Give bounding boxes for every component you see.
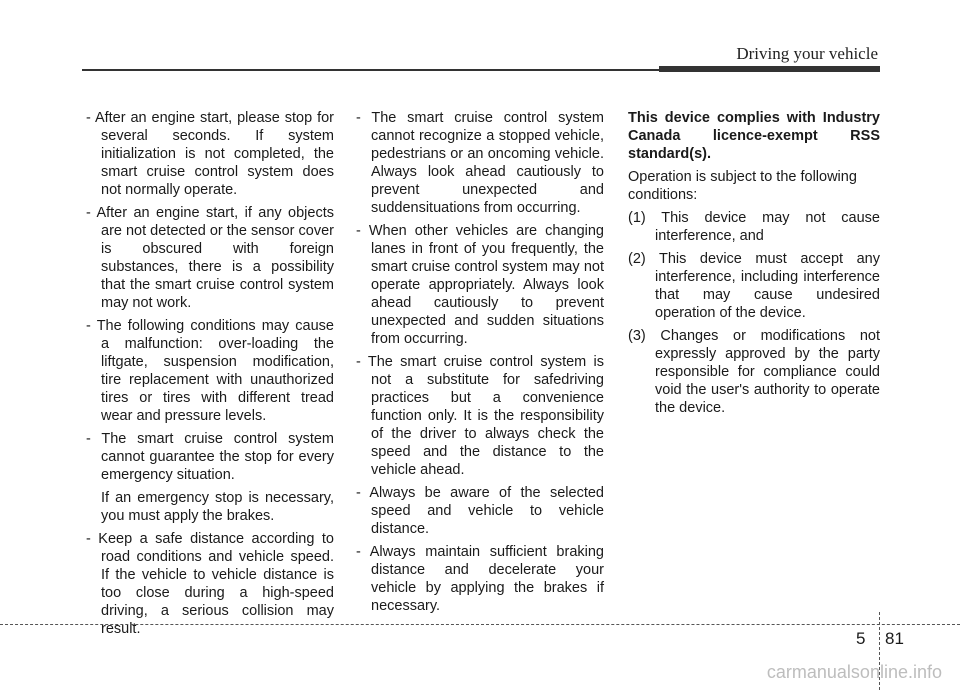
column-3 [628, 109, 880, 422]
condition-item: (2) This device must accept any interference, including interference that may cause undesired operation of the device. [628, 251, 880, 321]
bullet-item: - The smart cruise control system is not a substitute for safedriving practices but a convenience function only. It is the responsibility of the driver to always check the speed and the distance to the vehicle ahead. [356, 354, 604, 478]
condition-item: (1) This device may not cause interference, and [628, 210, 880, 244]
bullet-item: - Always be aware of the selected speed and vehicle to vehicle distance. [356, 485, 604, 537]
page-header-title: Driving your vehicle [736, 44, 878, 63]
compliance-statement: This device complies with Industry Canada licence-exempt RSS standard(s). [628, 110, 880, 162]
bullet-item: - The following conditions may cause a malfunction: over-loading the liftgate, suspension modification, tire replacement with unauthorized tires or tires with different tread wear and pressure levels. [86, 318, 334, 424]
footer-rule [0, 624, 960, 625]
bullet-item: - Keep a safe distance according to road conditions and vehicle speed. If the vehicle to vehicle distance is too close during a high-speed driving, a serious collision may result. [86, 531, 334, 637]
bullet-item: - The smart cruise control system cannot recognize a stopped vehicle, pedestrians or an oncoming vehicle. Always look ahead cautiously to prevent unexpected and suddensituations from occurring. [356, 110, 604, 216]
conditions-intro: Operation is subject to the following conditions: [628, 169, 857, 203]
bullet-item: - After an engine start, please stop for several seconds. If system initialization is not completed, the smart cruise control system does not normally operate. [86, 110, 334, 198]
watermark-text: carmanualsonline.info [766, 662, 942, 682]
bullet-item: - When other vehicles are changing lanes in front of you frequently, the smart cruise control system may not operate appropriately. Always look ahead cautiously to prevent unexpected and sudden situations from occurring. [356, 223, 604, 347]
page-number: 81 [885, 629, 904, 648]
bullet-item: - After an engine start, if any objects are not detected or the sensor cover is obscured with foreign substances, there is a possibility that the smart cruise control system may not work. [86, 205, 334, 311]
chapter-number: 5 [856, 629, 866, 648]
bullet-item: - Always maintain sufficient braking distance and decelerate your vehicle by applying the brakes if necessary. [356, 544, 604, 614]
bullet-item: - The smart cruise control system cannot guarantee the stop for every emergency situation. [86, 431, 334, 483]
header-rule [82, 69, 659, 71]
column-2 [356, 109, 604, 620]
condition-item: (3) Changes or modifications not expressly approved by the party responsible for compliance could void the user's authority to operate the device. [628, 328, 880, 416]
column-1 [86, 109, 334, 643]
header-bar [659, 66, 880, 72]
bullet-note: If an emergency stop is necessary, you must apply the brakes. [101, 490, 334, 524]
